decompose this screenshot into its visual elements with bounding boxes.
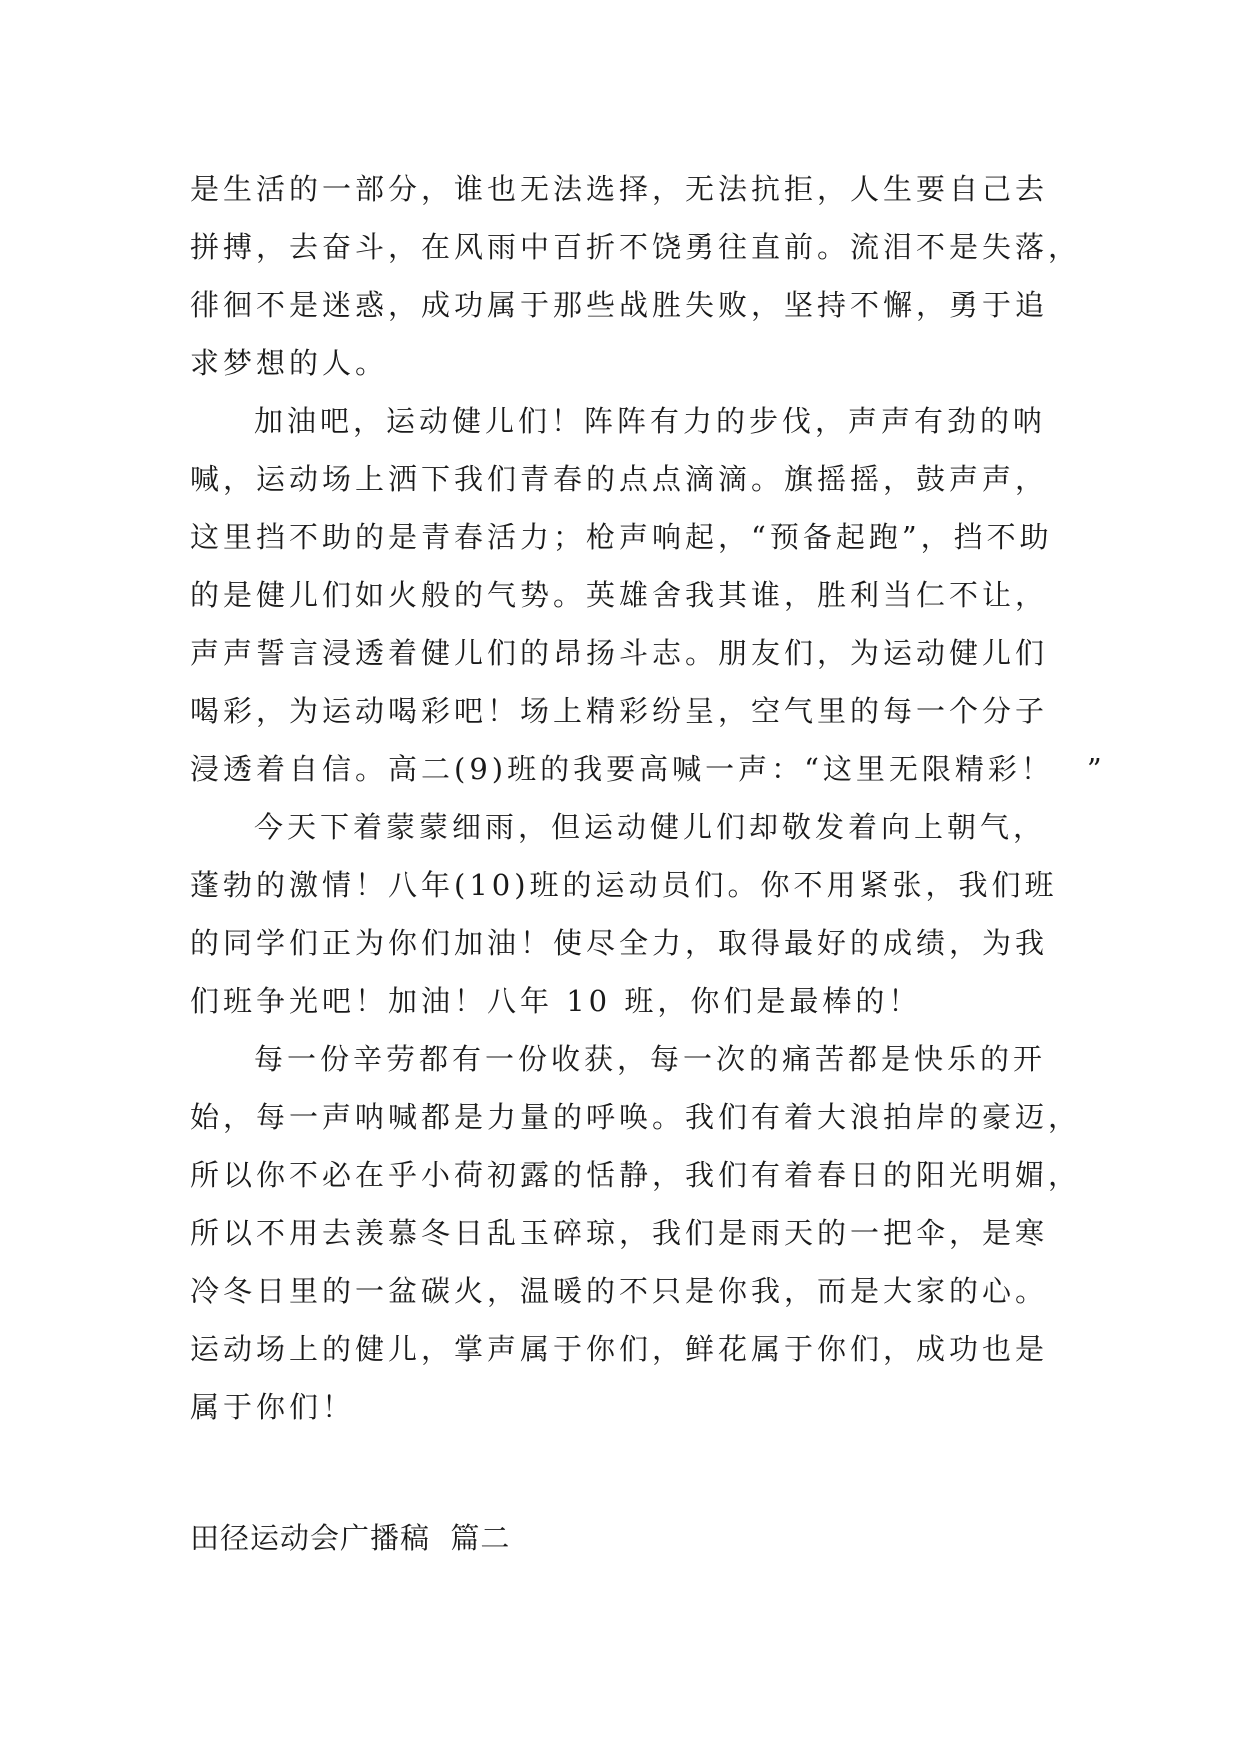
text-line: 浸透着自信。高二(9)班的我要高喊一声：“这里无限精彩！ ”: [190, 752, 1106, 786]
text-line: 始，每一声呐喊都是力量的呼唤。我们有着大浪拍岸的豪迈，: [190, 1100, 1082, 1134]
text-line: 属于你们！: [190, 1390, 356, 1424]
paragraph-3: [190, 798, 1060, 1030]
text-line: 声声誓言浸透着健儿们的昂扬斗志。朋友们，为运动健儿们: [190, 636, 1049, 670]
text-line: 蓬勃的激情！八年(10)班的运动员们。你不用紧张，我们班: [190, 868, 1058, 902]
text-line: 喊，运动场上洒下我们青春的点点滴滴。旗摇摇，鼓声声，: [190, 462, 1049, 496]
text-line: 每一份辛劳都有一份收获，每一次的痛苦都是快乐的开: [254, 1042, 1047, 1076]
text-line: 拼搏，去奋斗，在风雨中百折不饶勇往直前。流泪不是失落，: [190, 230, 1082, 264]
text-line: 喝彩，为运动喝彩吧！场上精彩纷呈，空气里的每一个分子: [190, 694, 1049, 728]
paragraph-4: [190, 1030, 1082, 1436]
paragraph-1: [190, 160, 1082, 392]
section-heading: 田径运动会广播稿 篇二: [190, 1521, 511, 1555]
text-line: 的同学们正为你们加油！使尽全力，取得最好的成绩，为我: [190, 926, 1049, 960]
text-line: 这里挡不助的是青春活力；枪声响起，“预备起跑”，挡不助: [190, 520, 1053, 554]
text-line: 冷冬日里的一盆碳火，温暖的不只是你我，而是大家的心。: [190, 1274, 1049, 1308]
text-line: 今天下着蒙蒙细雨，但运动健儿们却敬发着向上朝气，: [254, 810, 1047, 844]
body-text: [190, 160, 1106, 1436]
paragraph-2: [190, 392, 1106, 798]
text-line: 所以不用去羡慕冬日乱玉碎琼，我们是雨天的一把伞，是寒: [190, 1216, 1049, 1250]
text-line: 们班争光吧！加油！八年 10 班，你们是最棒的！: [190, 984, 922, 1018]
text-line: 运动场上的健儿，掌声属于你们，鲜花属于你们，成功也是: [190, 1332, 1049, 1366]
text-line: 徘徊不是迷惑，成功属于那些战胜失败，坚持不懈，勇于追: [190, 288, 1049, 322]
text-line: 求梦想的人。: [190, 346, 389, 380]
text-line: 所以你不必在乎小荷初露的恬静，我们有着春日的阳光明媚，: [190, 1158, 1082, 1192]
text-line: 是生活的一部分，谁也无法选择，无法抗拒，人生要自己去: [190, 172, 1049, 206]
text-line: 的是健儿们如火般的气势。英雄舍我其谁，胜利当仁不让，: [190, 578, 1049, 612]
text-line: 加油吧，运动健儿们！阵阵有力的步伐，声声有劲的呐: [254, 404, 1047, 438]
